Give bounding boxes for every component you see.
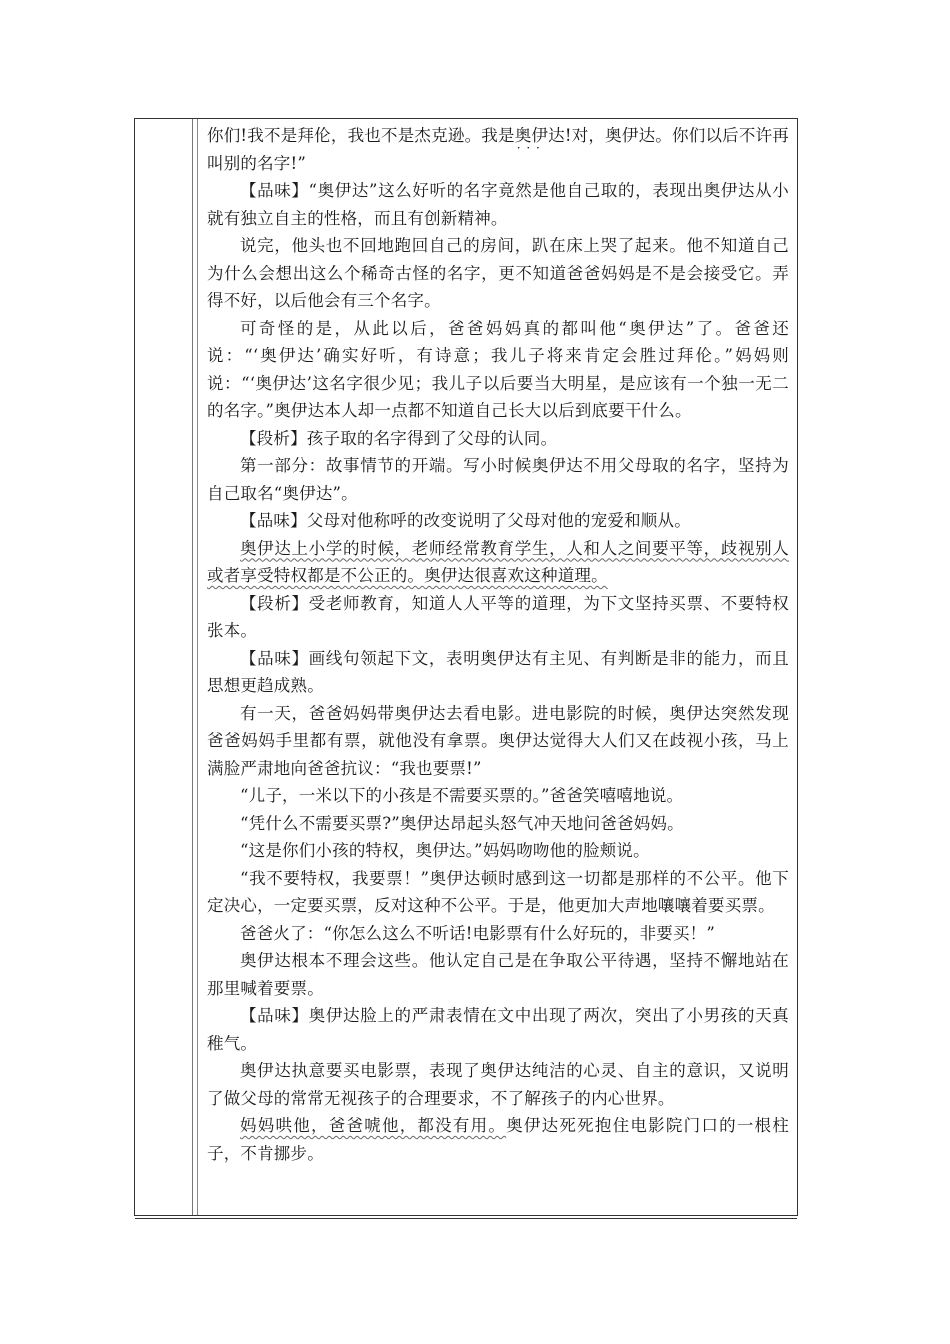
text-cell bbox=[207, 119, 789, 1167]
paragraph bbox=[207, 1112, 789, 1167]
table-bottom-border bbox=[135, 1218, 797, 1220]
paragraph: 说完，他头也不回地跑回自己的房间，趴在床上哭了起来。他不知道自己为什么会想出这么个稀奇古怪的名字，更不知道爸爸妈妈是不是会接受它。弄得不好，以后他会有三个名字。 bbox=[207, 236, 789, 310]
paragraph: 你们!我不是拜伦，我也不是杰克逊。我是奥伊达 · · ·!对，奥伊达。你们以后不许再叫别的名字!” bbox=[207, 122, 789, 177]
paragraph: 可奇怪的是，从此以后，爸爸妈妈真的都叫他“奥伊达”了。爸爸还说：“‘奥伊达’确实好听，有诗意；我儿子将来肯定会胜过拜伦。”妈妈则说：“‘奥伊达’这名字很少见；我儿子以后要当大明星，是应该有一个独一无二的名字。”奥伊达本人却一点都不知道自己长大以后到底要干什么。 bbox=[207, 318, 789, 420]
paragraph: “我不要特权，我要票！”奥伊达顿时感到这一切都是那样的不公平。他下定决心，一定要买票，反对这种不公平。于是，他更加大声地嚷嚷着要买票。 bbox=[207, 868, 789, 915]
paragraph: “儿子，一米以下的小孩是不需要买票的。”爸爸笑嘻嘻地说。 bbox=[240, 786, 684, 805]
paragraph: 有一天，爸爸妈妈带奥伊达去看电影。进电影院的时候，奥伊达突然发现爸爸妈妈手里都有票，就他没有拿票。奥伊达觉得大人们又在歧视小孩，马上满脸严肃地向爸爸抗议：“我也要票!” bbox=[207, 703, 789, 778]
paragraph: 爸爸火了：“你怎么这么不听话!电影票有什么好玩的，非要买！” bbox=[240, 923, 716, 943]
paragraph: 【品味】父母对他称呼的改变说明了父母对他的宠爱和顺从。 bbox=[240, 511, 691, 530]
paragraph: 奥伊达根本不理会这些。他认定自己是在争取公平待遇，坚持不懈地站在那里喊着要票。 bbox=[207, 951, 789, 998]
lesson-table bbox=[134, 118, 798, 1216]
column-divider bbox=[197, 119, 198, 1215]
paragraph bbox=[207, 535, 789, 590]
paragraph-rest: 奥伊达死死抱住电影院门口的一根柱子，不肯挪步。 bbox=[207, 1116, 790, 1163]
paragraph: 【品味】“奥伊达”这么好听的名字竟然是他自己取的，表现出奥伊达从小就有独立自主的性格，而且有创新精神。 bbox=[207, 181, 789, 228]
paragraph: 【段析】孩子取的名字得到了父母的认同。 bbox=[240, 428, 558, 448]
underlined-phrase: 妈妈哄他，爸爸唬他，都没有用。 bbox=[240, 1116, 507, 1135]
underlined-sentence: 奥伊达上小学的时候，老师经常教育学生，人和人之间要平等，歧视别人或者享受特权都是不公正的。奥伊达很喜欢这种道理。 bbox=[207, 538, 789, 585]
paragraph: 【品味】奥伊达脸上的严肃表情在文中出现了两次，突出了小男孩的天真稚气。 bbox=[207, 1006, 789, 1053]
table-left-cell bbox=[135, 119, 193, 1215]
paragraph: “凭什么不需要买票?”奥伊达昂起头怒气冲天地问爸爸妈妈。 bbox=[240, 813, 684, 833]
paragraph: 奥伊达执意要买电影票，表现了奥伊达纯洁的心灵、自主的意识，又说明了做父母的常常无视孩子的合理要求，不了解孩子的内心世界。 bbox=[207, 1061, 789, 1108]
paragraph: 第一部分：故事情节的开端。写小时候奥伊达不用父母取的名字，坚持为自己取名“奥伊达”。 bbox=[207, 456, 789, 503]
paragraph: 【段析】受老师教育，知道人人平等的道理，为下文坚持买票、不要特权张本。 bbox=[207, 593, 789, 640]
paragraph: 【品味】画线句领起下文，表明奥伊达有主见、有判断是非的能力，而且思想更趋成熟。 bbox=[207, 648, 789, 695]
paragraph: “这是你们小孩的特权，奥伊达。”妈妈吻吻他的脸颊说。 bbox=[240, 841, 650, 860]
